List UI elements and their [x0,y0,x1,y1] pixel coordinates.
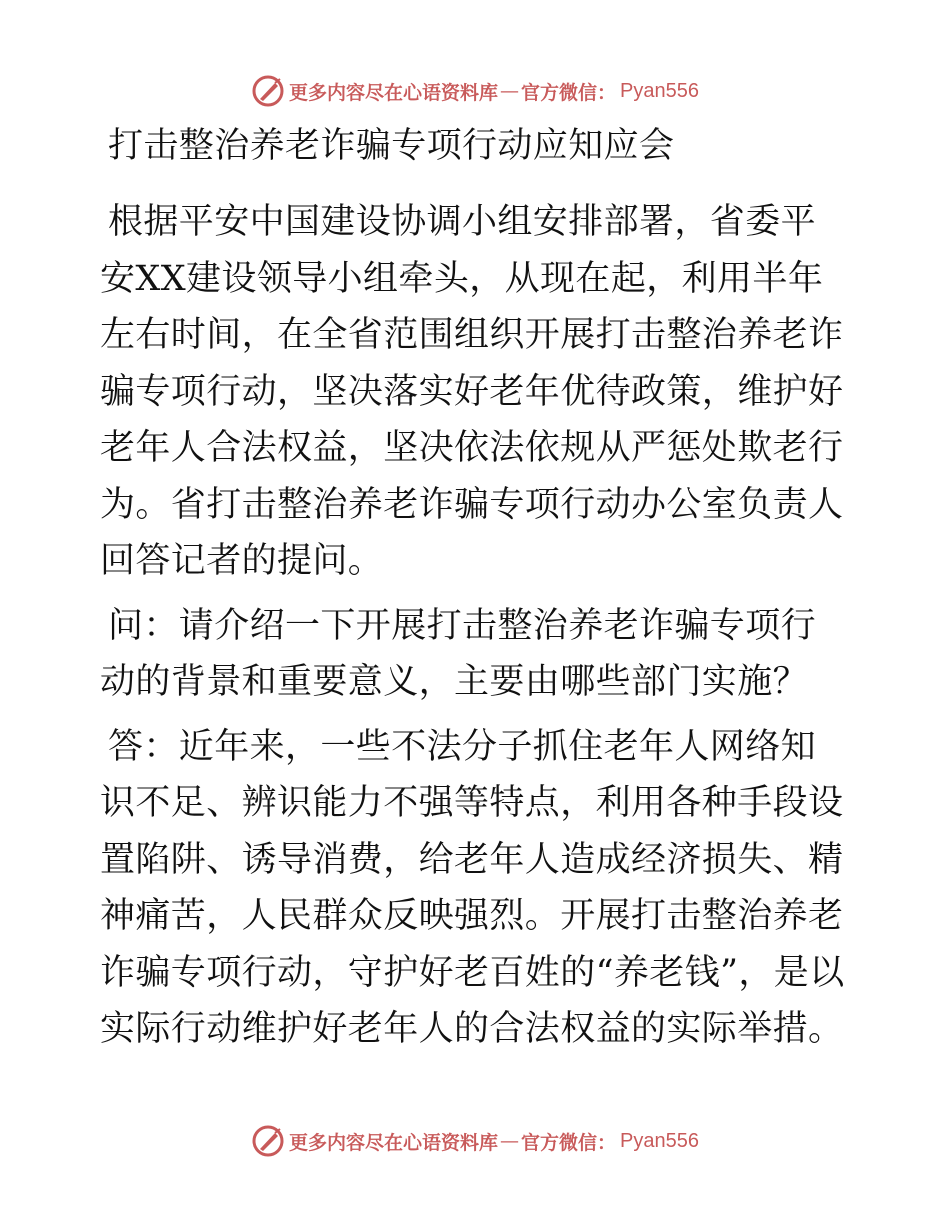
banner-dash: — [500,1130,520,1152]
paragraph-question: 问：请介绍一下开展打击整治养老诈骗专项行动的背景和重要意义，主要由哪些部门实施？ [100,605,817,702]
header-banner [0,71,950,111]
banner-account: Pyan556 [620,1129,699,1152]
document-body [100,124,850,1066]
paragraph-intro: 根据平安中国建设协调小组安排部署，省委平安XX建设领导小组牵头，从现在起，利用半年左右时间，在全省范围组织开展打击整治养老诈骗专项行动，坚决落实好老年优待政策，维护好老年人合法权益，坚决依法依规从严惩处欺老行为。省打击整治养老诈骗专项行动办公室负责人回答记者的提问。 [100,202,844,581]
banner-account: Pyan556 [620,79,699,102]
quill-pen-logo-icon [251,74,285,108]
document-title: 打击整治养老诈骗专项行动应知应会 [108,126,675,166]
banner-wechat-label: 官方微信： [521,1131,617,1154]
quill-pen-logo-icon [251,1124,285,1158]
banner-wechat-label: 官方微信： [521,81,617,104]
paragraph-answer: 答：近年来，一些不法分子抓住老年人网络知识不足、辨识能力不强等特点，利用各种手段设置陷阱、诱导消费，给老年人造成经济损失、精神痛苦，人民群众反映强烈。开展打击整治养老诈骗专项行动，守护好老百姓的“养老钱”，是以实际行动维护好老年人的合法权益的实际举措。 [100,726,845,1049]
footer-banner [0,1121,950,1161]
banner-text: 更多内容尽在心语资料库 [289,1131,499,1154]
banner-text: 更多内容尽在心语资料库 [289,81,499,104]
banner-dash: — [500,80,520,102]
